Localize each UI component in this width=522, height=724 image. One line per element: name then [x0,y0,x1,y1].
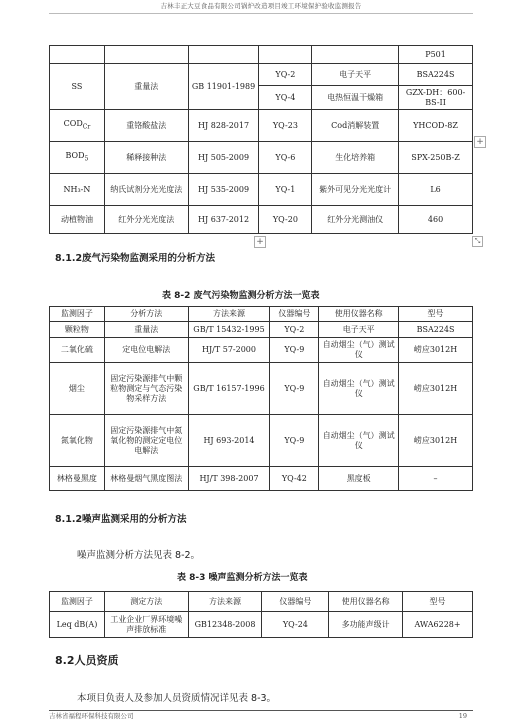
table-header-cell: 分析方法 [104,307,188,322]
table-cell: YQ-9 [270,363,319,415]
table-cell: YQ-2 [259,64,312,86]
table-cell: YQ-2 [270,322,319,338]
header-divider [49,13,473,14]
table-header-cell: 仪器编号 [270,307,319,322]
table-cell: NH₃-N [50,174,105,206]
table-cell: HJ/T 57-2000 [188,338,270,363]
table-row [50,322,473,338]
table-cell: P501 [399,46,473,64]
page-number: 19 [458,712,467,720]
table-header-row [50,592,473,612]
table-cell: 电热恒温干燥箱 [312,86,399,110]
table-cell: YQ-1 [259,174,312,206]
table-caption: 表 8-3 噪声监测分析方法一览表 [177,573,308,583]
table-row [50,363,473,415]
table-cell: 460 [399,206,473,234]
table-cell: YQ-20 [259,206,312,234]
table-cell: 红外分光光度法 [104,206,188,234]
table-row [50,46,473,64]
table-cell: 固定污染源排气中颗粒物测定与气态污染物采样方法 [104,363,188,415]
table-header-cell: 使用仪器名称 [319,307,399,322]
table-cell: Cod消解装置 [312,110,399,142]
table-cell: 重量法 [104,64,188,110]
table-row [50,415,473,467]
table-cell: Leq dB(A) [50,612,105,638]
table-cell: 氮氧化物 [50,415,105,467]
footer-company: 吉林省福程环保科技有限公司 [49,712,134,720]
section-heading: 8.1.2噪声监测采用的分析方法 [55,514,187,525]
table-header-cell: 型号 [399,307,473,322]
table-cell: HJ 693-2014 [188,415,270,467]
table-cell: 重量法 [104,322,188,338]
plus-icon[interactable]: + [254,236,266,248]
table-cell: BSA224S [399,64,473,86]
table-row [50,110,473,142]
table-cell: YQ-9 [270,338,319,363]
table-cell: 颗粒物 [50,322,105,338]
table-cell: SPX-250B-Z [399,142,473,174]
table-cell: YQ-23 [259,110,312,142]
table-cell: HJ 637-2012 [188,206,259,234]
noise-methods-table [49,591,473,638]
table-cell: YQ-6 [259,142,312,174]
table-cell: YQ-24 [262,612,329,638]
table-cell: 动植物油 [50,206,105,234]
table-header-cell: 使用仪器名称 [329,592,403,612]
page-header: 吉林丰正大豆食品有限公司锅炉改造项目竣工环境保护验收监测报告 [160,2,362,10]
table-cell: HJ 828-2017 [188,110,259,142]
table-cell: 崂应3012H [399,415,473,467]
air-methods-table [49,306,473,491]
table-cell: 自动烟尘（气）测试仪 [319,363,399,415]
table-cell: HJ 535-2009 [188,174,259,206]
table-cell: 纳氏试剂分光光度法 [104,174,188,206]
table-cell: GB 11901-1989 [188,64,259,110]
table-caption: 表 8-2 废气污染物监测分析方法一览表 [162,291,320,301]
table-cell: GB/T 16157-1996 [188,363,270,415]
body-paragraph: 本项目负责人及参加人员资质情况详见表 8-3。 [77,693,277,704]
table-cell: 林格曼烟气黑度图法 [104,467,188,491]
table-row [50,174,473,206]
table-cell: $COD_{Cr}$ [50,110,105,142]
table-cell: – [399,467,473,491]
table-header-cell: 方法来源 [188,592,262,612]
body-paragraph: 噪声监测分析方法见表 8-2。 [77,550,201,561]
table-cell: BSA224S [399,322,473,338]
table-cell: 固定污染源排气中氮氧化物的测定定电位电解法 [104,415,188,467]
table-cell: SS [50,64,105,110]
table-cell: 电子天平 [319,322,399,338]
table-header-cell: 型号 [403,592,473,612]
table-row [50,64,473,86]
table-cell: GZX-DH：600-BS-II [399,86,473,110]
table-cell: 林格曼黑度 [50,467,105,491]
table-cell: 稀释接种法 [104,142,188,174]
table-cell: 烟尘 [50,363,105,415]
table-cell: GB12348-2008 [188,612,262,638]
table-cell: 多功能声级计 [329,612,403,638]
table-cell: $BOD_5$ [50,142,105,174]
table-cell: GB/T 15432-1995 [188,322,270,338]
table-header-cell: 测定方法 [104,592,188,612]
table-cell: YHCOD-8Z [399,110,473,142]
table-cell: HJ/T 398-2007 [188,467,270,491]
table-cell: 生化培养箱 [312,142,399,174]
table-header-cell: 方法来源 [188,307,270,322]
table-cell: 崂应3012H [399,338,473,363]
table-cell: 崂应3012H [399,363,473,415]
section-heading: 8.1.2废气污染物监测采用的分析方法 [55,253,216,264]
table-cell: 电子天平 [312,64,399,86]
table-cell: 黑度板 [319,467,399,491]
table-cell: 紫外可见分光光度计 [312,174,399,206]
table-cell: YQ-9 [270,415,319,467]
table-cell: 自动烟尘（气）测试仪 [319,338,399,363]
table-header-cell: 监测因子 [50,592,105,612]
table-row [50,612,473,638]
table-cell: 二氧化硫 [50,338,105,363]
resize-icon[interactable]: ⤡ [472,236,483,247]
table-cell: 定电位电解法 [104,338,188,363]
table-header-row [50,307,473,322]
table-header-cell: 仪器编号 [262,592,329,612]
table-cell: 红外分光测油仪 [312,206,399,234]
plus-icon[interactable]: + [474,136,486,148]
table-cell: 工业企业厂界环境噪声排放标准 [104,612,188,638]
table-cell: 重铬酸盐法 [104,110,188,142]
table-row [50,142,473,174]
table-cell: YQ-42 [270,467,319,491]
table-row [50,338,473,363]
table-cell: HJ 505-2009 [188,142,259,174]
water-methods-table [49,45,473,234]
table-cell: L6 [399,174,473,206]
table-cell: 自动烟尘（气）测试仪 [319,415,399,467]
page-footer [49,710,473,722]
table-cell: AWA6228+ [403,612,473,638]
table-row [50,467,473,491]
table-header-cell: 监测因子 [50,307,105,322]
section-heading: 8.2人员资质 [55,654,119,667]
table-cell: YQ-4 [259,86,312,110]
table-row [50,206,473,234]
